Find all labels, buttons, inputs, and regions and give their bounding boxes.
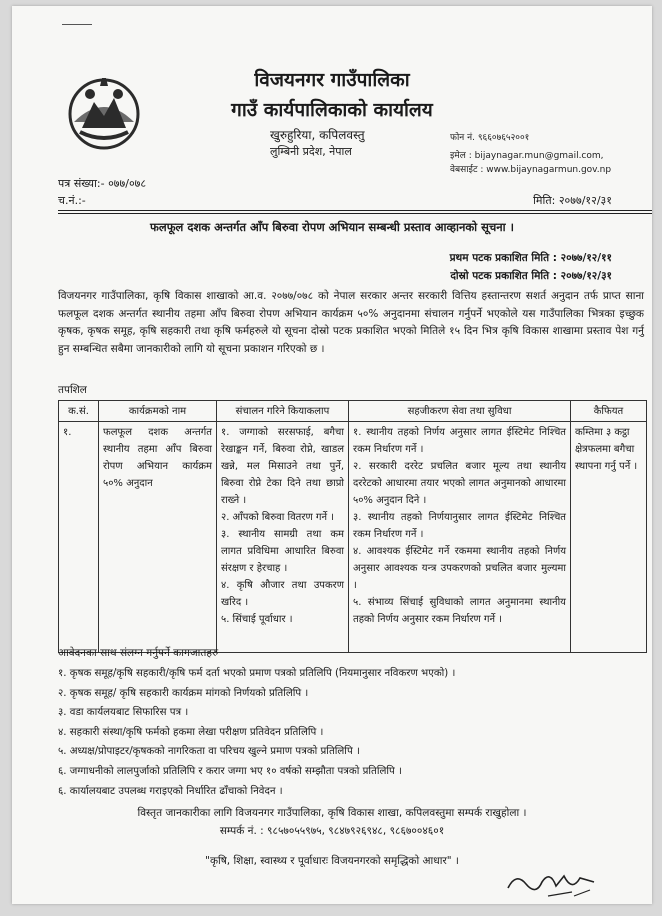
address-line-2: लुम्बिनी प्रदेश, नेपाल: [270, 145, 352, 158]
facility-item: ३. स्थानीय तहको निर्णयानुसार लागत ईस्टिमेट निश्चित रकम निर्धारण गर्ने ।: [353, 512, 566, 540]
cell-program: फलफूल दशक अन्तर्गत स्थानीय तहमा आँप बिरुवा रोपण अभियान कार्यक्रम ५०% अनुदान: [99, 422, 217, 653]
table-header-row: [59, 401, 647, 422]
list-item: ४. सहकारी संस्था/कृषि फर्मको हकमा लेखा परीक्षण प्रतिवेदन प्रतिलिपि ।: [58, 726, 324, 738]
activity-item: १. जग्गाको सरसफाई, बगैचा रेखाङ्कन गर्ने, बिरुवा रोप्ने, खाडल खन्ने, मल मिसाउने तथा पुर्ने, बिरुवा रोप्ने टेका दिने तथा छाप्रो राख्ने ।: [221, 427, 344, 506]
signature-icon: [502, 862, 602, 902]
col-sn: क.सं.: [59, 401, 99, 422]
list-item: २. कृषक समूह/ कृषि सहकारी कार्यक्रम मांगको निर्णयको प्रतिलिपि ।: [58, 687, 309, 699]
cell-facilities: [349, 422, 571, 653]
slogan: "कृषि, शिक्षा, स्वास्थ्य र पूर्वाधारः विजयनगरको समृद्धिको आधार" ।: [205, 855, 459, 867]
header-divider: [58, 210, 652, 211]
list-item: ६. जग्गाधनीको लालपुर्जाको प्रतिलिपि र करार जग्गा भए १० वर्षको सम्झौता पत्रको प्रतिलिपि ।: [58, 765, 402, 777]
cell-activities: [217, 422, 349, 653]
contact-info: विस्तृत जानकारीका लागि विजयनगर गाउँपालिका, कृषि विकास शाखा, कपिलवस्तुमा सम्पर्क राखुहोला ।: [137, 807, 527, 819]
letter-date: मिति: २०७७/१२/३१: [533, 194, 612, 207]
notice-body: विजयनगर गाउँपालिका, कृषि विकास शाखाको आ.व. २०७७/०७८ को नेपाल सरकार अन्तर सरकारी वित्तिय हस्तान्तरण सशर्त अनुदान तर्फ प्राप्त साना फलफूल दशक अन्तर्गत स्थानीय तहमा आँप बिरुवा रोपण अभियान कार्यक्रम ५०% अनुदानमा संचालन गर्नुपर्ने भएकोले यस गाउँपालिका भित्रका इच्छुक कृषक, कृषक समूह, कृषि सहकारी तथा कृषि फर्महरुले यो सूचना दोस्रो पटक प्रकाशित भएको मितिले १५ दिन भित्र कृषि विकास शाखामा प्रस्ताव पेश गर्नु हुन सम्बन्धित सबैमा जानकारीको लागि यो सूचना प्रकाशन गरिएको छ ।: [58, 290, 644, 355]
email-text: इमेल : bijaynagar.mun@gmail.com,: [450, 151, 604, 161]
facility-item: ५. संभाव्य सिंचाई सुविधाको लागत अनुमानमा स्थानीय तहको निर्णय अनुसार रकम निर्धारण गर्ने ।: [353, 597, 566, 625]
activity-item: २. आँपको बिरुवा वितरण गर्ने ।: [221, 512, 335, 523]
col-activities: संचालन गरिने कियाकलाप: [217, 401, 349, 422]
activity-item: ३. स्थानीय सामग्री तथा कम लागत प्रविधिमा आधारित बिरुवा संरक्षण र हेरचाह ।: [221, 529, 344, 574]
header-divider-thin: [58, 213, 652, 214]
col-program: कार्यक्रमको नाम: [99, 401, 217, 422]
attachments-list: [58, 664, 455, 801]
list-item: ५. अध्यक्ष/प्रोपाइटर/कृषकको नागरिकता वा परिचय खुल्ने प्रमाण पत्रको प्रतिलिपि ।: [58, 746, 360, 758]
list-item: ३. वडा कार्यलयबाट सिफारिस पत्र ।: [58, 707, 189, 719]
notice-subject: फलफूल दशक अन्तर्गत आँप बिरुवा रोपण अभियान सम्बन्धी प्रस्ताव आव्हानको सूचना ।: [150, 220, 514, 234]
attachments-heading: आवेदनका साथ संलग्न गर्नुपर्ने कागजातहरु: [58, 647, 219, 659]
top-mark: [62, 24, 92, 25]
list-item: १. कृषक समूह/कृषि सहकारी/कृषि फर्म दर्ता भएको प्रमाण पत्रको प्रतिलिपि (नियमानुसार नविकरण भएको) ।: [58, 668, 456, 679]
dispatch-number: च.नं.:-: [58, 194, 86, 207]
program-table: [58, 400, 647, 653]
website-text: वेबसाईट : www.bijaynagarmun.gov.np: [450, 165, 612, 175]
office-name: गाउँ कार्यपालिकाको कार्यालय: [231, 99, 433, 121]
phone-text: फोन नं. ९६६०७६५२००१: [450, 133, 530, 143]
activity-item: ५. सिंचाई पूर्वाधार ।: [221, 614, 293, 625]
contact-phones: सम्पर्क नं. : ९८५७०५५९७५, ९८४७९२६९४८, ९८६७००४६०१: [219, 825, 445, 837]
second-publication-date: दोस्रो पटक प्रकाशित मिति : २०७७/१२/३१: [450, 270, 612, 282]
activity-item: ४. कृषि औजार तथा उपकरण खरिद ।: [221, 580, 344, 608]
col-facilities: सहजीकरण सेवा तथा सुविधा: [349, 401, 571, 422]
cell-remarks: कम्तिमा ३ कट्ठा क्षेत्रफलमा बगैचा स्थापना गर्नु पर्ने ।: [571, 422, 647, 653]
cell-sn: १.: [59, 422, 99, 653]
facility-item: १. स्थानीय तहको निर्णय अनुसार लागत ईस्टिमेट निश्चित रकम निर्धारण गर्ने ।: [353, 427, 566, 455]
list-item: ६. कार्यालयबाट उपलब्ध गराइएको निर्धारित ढाँचाको निवेदन ।: [58, 785, 283, 797]
facility-item: २. सरकारी दररेट प्रचलित बजार मूल्य तथा स्थानीय दररेटको आधारमा तयार भएको लागत अनुमानको आधारमा ५०% अनुदान दिने ।: [353, 461, 566, 506]
org-name: विजयनगर गाउँपालिका: [254, 69, 410, 91]
facility-item: ४. आवश्यक ईस्टिमेट गर्ने रकममा स्थानीय तहको निर्णय अनुसार आवश्यक यन्त्र उपकरणको प्रचलित बजार मुल्यमा ।: [353, 546, 566, 591]
table-row: [59, 422, 647, 653]
col-remarks: कैफियत: [571, 401, 647, 422]
address-line-1: खुरुहुरिया, कपिलवस्तु: [270, 128, 365, 142]
first-publication-date: प्रथम पटक प्रकाशित मिति : २०७७/१२/११: [449, 252, 612, 264]
details-label: तपशिल: [58, 384, 87, 396]
notice-document: [12, 6, 652, 904]
letter-number: पत्र संख्या:- ०७७/०७८: [58, 177, 147, 190]
